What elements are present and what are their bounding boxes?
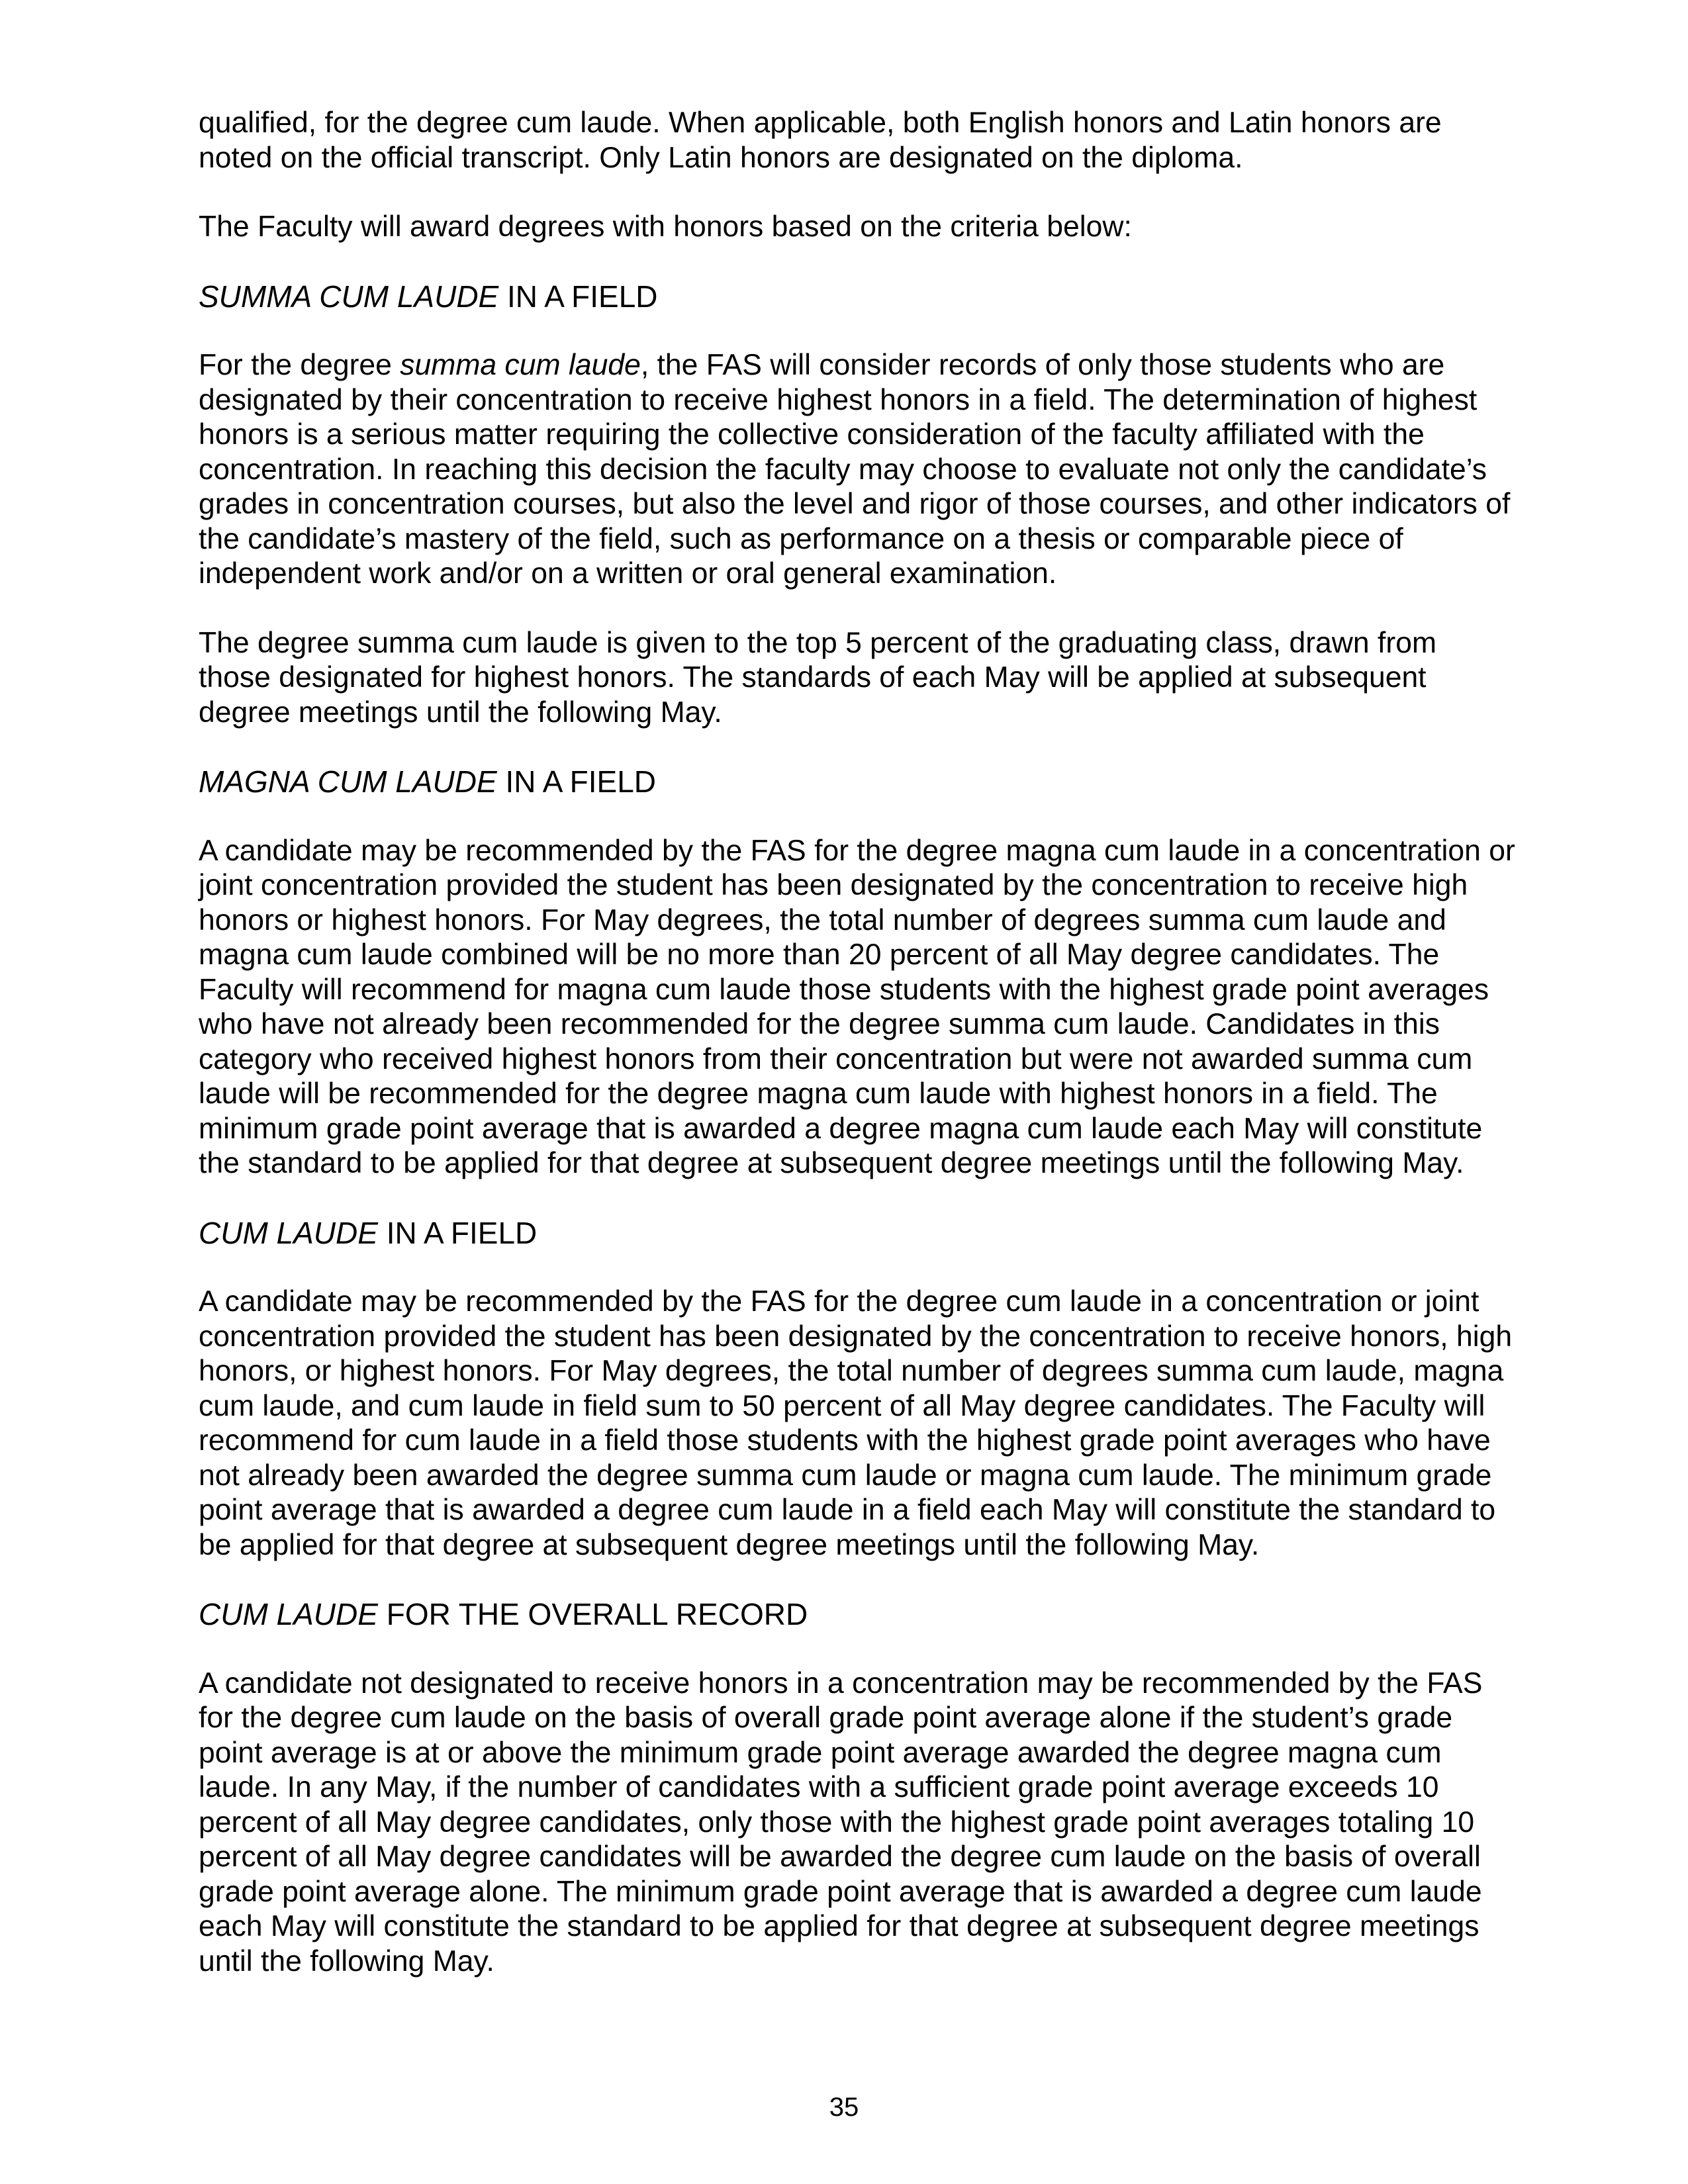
summa-heading (199, 279, 1516, 314)
criteria-intro-paragraph: The Faculty will award degrees with honors based on the criteria below: (199, 210, 1132, 243)
summa-heading-rest: IN A FIELD (498, 279, 658, 314)
summa-paragraph-2: The degree summa cum laude is given to the top 5 percent of the graduating class, drawn from those designated for highest honors. The standards of each May will be applied at subsequent degree meetings until the following May. (199, 626, 1437, 729)
cum-overall-heading-italic: CUM LAUDE (199, 1597, 378, 1631)
document-page (199, 106, 1516, 2013)
magna-paragraph-1: A candidate may be recommended by the FAS for the degree magna cum laude in a concentration or joint concentration provided the student has been designated by the concentration to receive high honors or highest honors. For May degrees, the total number of degrees summa cum laude and magna cum laude combined will be no more than 20 percent of all May degree candidates. The Faculty will recommend for magna cum laude those students with the highest grade point averages who have not already been recommended for the degree summa cum laude. Candidates in this category who received highest honors from their concentration but were not awarded summa cum laude will be recommended for the degree magna cum laude with highest honors in a field. The minimum grade point average that is awarded a degree magna cum laude each May will constitute the standard to be applied for that degree at subsequent degree meetings until the following May. (199, 834, 1515, 1179)
summa-para1-after: , the FAS will consider records of only those students who are designated by their concentration to receive highest honors in a field. The determination of highest honors is a serious matter requiring the collective consideration of the faculty affiliated with the concentration. In reaching this decision the faculty may choose to evaluate not only the candidate’s grades in concentration courses, but also the level and rigor of those courses, and other indicators of the candidate’s mastery of the field, such as performance on a thesis or comparable piece of independent work and/or on a written or oral general examination. (199, 349, 1511, 590)
intro-continued-paragraph: qualified, for the degree cum laude. When applicable, both English honors and Latin honors are noted on the official transcript. Only Latin honors are designated on the diploma. (199, 107, 1442, 174)
cum-overall-heading (199, 1597, 1516, 1632)
magna-heading (199, 764, 1516, 799)
cum-field-paragraph-1: A candidate may be recommended by the FAS for the degree cum laude in a concentration or joint concentration provided the student has been designated by the concentration to receive honors, high honors, or highest honors. For May degrees, the total number of degrees summa cum laude, magna cum laude, and cum laude in field sum to 50 percent of all May degree candidates. The Faculty will recommend for cum laude in a field those students with the highest grade point averages who have not already been awarded the degree summa cum laude or magna cum laude. The minimum grade point average that is awarded a degree cum laude in a field each May will constitute the standard to be applied for that degree at subsequent degree meetings until the following May. (199, 1285, 1513, 1561)
summa-paragraph-1 (199, 348, 1516, 592)
cum-overall-paragraph-1: A candidate not designated to receive honors in a concentration may be recommended by the FAS for the degree cum laude on the basis of overall grade point average alone if the student’s grade point average is at or above the minimum grade point average awarded the degree magna cum laude. In any May, if the number of candidates with a sufficient grade point average exceeds 10 percent of all May degree candidates, only those with the highest grade point averages totaling 10 percent of all May degree candidates will be awarded the degree cum laude on the basis of overall grade point average alone. The minimum grade point average that is awarded a degree cum laude each May will constitute the standard to be applied for that degree at subsequent degree meetings until the following May. (199, 1666, 1483, 1978)
cum-field-heading (199, 1216, 1516, 1251)
page-number: 35 (829, 2093, 859, 2122)
summa-para1-before: For the degree (199, 349, 400, 381)
cum-field-heading-italic: CUM LAUDE (199, 1215, 378, 1250)
cum-field-heading-rest: IN A FIELD (377, 1215, 538, 1250)
magna-heading-rest: IN A FIELD (496, 764, 656, 799)
summa-para1-italic: summa cum laude (400, 349, 641, 381)
cum-overall-heading-rest: FOR THE OVERALL RECORD (377, 1597, 808, 1631)
magna-heading-italic: MAGNA CUM LAUDE (199, 764, 497, 799)
summa-heading-italic: SUMMA CUM LAUDE (199, 279, 499, 314)
